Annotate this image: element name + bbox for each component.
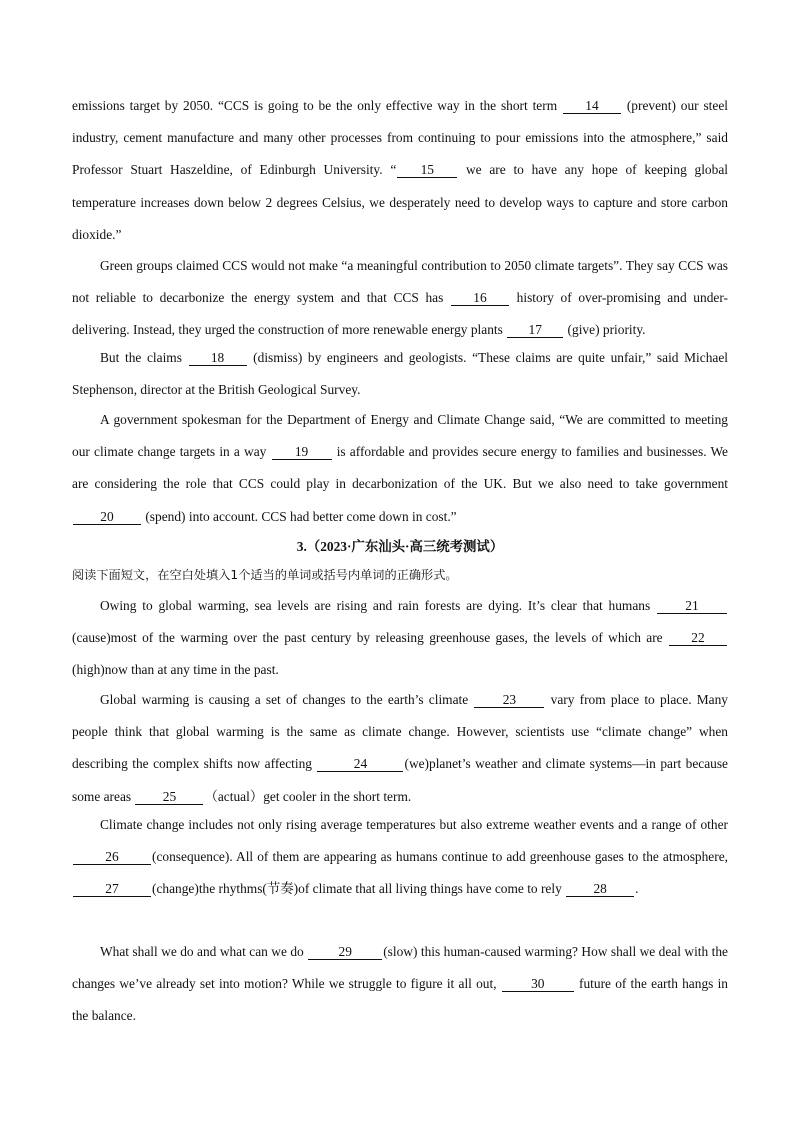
- answer-blank-20[interactable]: 20: [73, 509, 141, 525]
- text-run: (dismiss) by engineers and geologists. “These claims are quite unfair,” said Michael Stephenson, director at the British Geological Survey.: [72, 350, 728, 398]
- text-run: (prevent) our steel industry, cement manufacture and many other processes from continuing to pour emissions into the atmosphere,” said Professor Stuart Haszeldine, of Edinburgh University. “: [72, 98, 729, 178]
- answer-blank-25[interactable]: 25: [135, 789, 203, 805]
- answer-blank-14[interactable]: 14: [563, 98, 621, 114]
- answer-blank-16[interactable]: 16: [451, 290, 509, 306]
- text-run: (give) priority.: [564, 322, 646, 338]
- answer-blank-21[interactable]: 21: [657, 598, 727, 614]
- passage3-paragraph-2: [72, 684, 728, 813]
- text-run: vary from place to place. Many people think that global warming is the same as climate change. However, scientists use “climate change” when describing the complex shifts now affecting: [72, 692, 728, 772]
- passage3-paragraph-4: [72, 936, 728, 1033]
- answer-blank-24[interactable]: 24: [317, 756, 403, 772]
- section-instruction: 阅读下面短文，在空白处填入1个适当的单词或括号内单词的正确形式。: [72, 568, 458, 582]
- answer-blank-15[interactable]: 15: [397, 162, 457, 178]
- text-run: (high)now than at any time in the past.: [72, 662, 279, 678]
- answer-blank-27[interactable]: 27: [73, 881, 151, 897]
- answer-blank-30[interactable]: 30: [502, 976, 574, 992]
- answer-blank-23[interactable]: 23: [474, 692, 544, 708]
- text-run: Climate change includes not only rising average temperatures but also extreme weather events and a range of other: [100, 817, 728, 832]
- text-run: .: [635, 881, 639, 897]
- text-run: history of over-promising and under-delivering. Instead, they urged the construction of more renewable energy plants: [72, 290, 728, 338]
- passage2-paragraph-3: [72, 342, 728, 406]
- text-run: is affordable and provides secure energy to families and businesses. We are considering the role that CCS could play in decarbonization of the UK. But we also need to take government: [72, 444, 728, 492]
- text-run: (cause)most of the warming over the past century by releasing greenhouse gases, the levels of which are: [72, 630, 668, 646]
- passage3-paragraph-3: [72, 809, 728, 906]
- answer-blank-26[interactable]: 26: [73, 849, 151, 865]
- passage2-paragraph-4: [72, 404, 728, 533]
- text-run: （actual）get cooler in the short term.: [204, 788, 412, 804]
- text-run: emissions target by 2050. “CCS is going to be the only effective way in the short term: [72, 98, 562, 113]
- text-run: Owing to global warming, sea levels are rising and rain forests are dying. It’s clear that humans: [100, 598, 656, 613]
- answer-blank-22[interactable]: 22: [669, 630, 727, 646]
- text-run: A government spokesman for the Department of Energy and Climate Change said, “We are committed to meeting our climate change targets in a way: [72, 412, 728, 460]
- text-run: Global warming is causing a set of changes to the earth’s climate: [100, 692, 474, 707]
- section-heading: 3.（2023·广东汕头·高三统考测试）: [296, 539, 504, 554]
- text-run: But the claims: [100, 350, 188, 365]
- answer-blank-28[interactable]: 28: [566, 881, 634, 897]
- answer-blank-17[interactable]: 17: [507, 322, 563, 338]
- passage3-paragraph-1: [72, 590, 728, 687]
- passage2-paragraph-2: [72, 250, 728, 347]
- text-run: (change)the rhythms(节奏)of climate that all living things have come to rely: [152, 881, 566, 897]
- answer-blank-29[interactable]: 29: [308, 944, 382, 960]
- text-run: (slow) this human-caused warming? How shall we deal with the changes we’ve already set into motion? While we struggle to figure it all out,: [72, 944, 729, 992]
- text-run: (spend) into account. CCS had better come down in cost.”: [142, 508, 457, 524]
- text-run: What shall we do and what can we do: [100, 944, 308, 959]
- text-run: Green groups claimed CCS would not make “a meaningful contribution to 2050 climate targets”. They say CCS was not reliable to decarbonize the energy system and that CCS has: [72, 258, 728, 306]
- answer-blank-19[interactable]: 19: [272, 444, 332, 460]
- answer-blank-18[interactable]: 18: [189, 350, 247, 366]
- text-run: (we)planet’s weather and climate systems—in part because some areas: [72, 756, 729, 804]
- text-run: future of the earth hangs in the balance.: [72, 976, 728, 1024]
- text-run: (consequence). All of them are appearing as humans continue to add greenhouse gases to the atmosphere,: [152, 849, 728, 865]
- passage2-paragraph-1: [72, 90, 728, 251]
- text-run: we are to have any hope of keeping global temperature increases down below 2 degrees Celsius, we desperately need to develop ways to capture and store carbon dioxide.”: [72, 162, 728, 242]
